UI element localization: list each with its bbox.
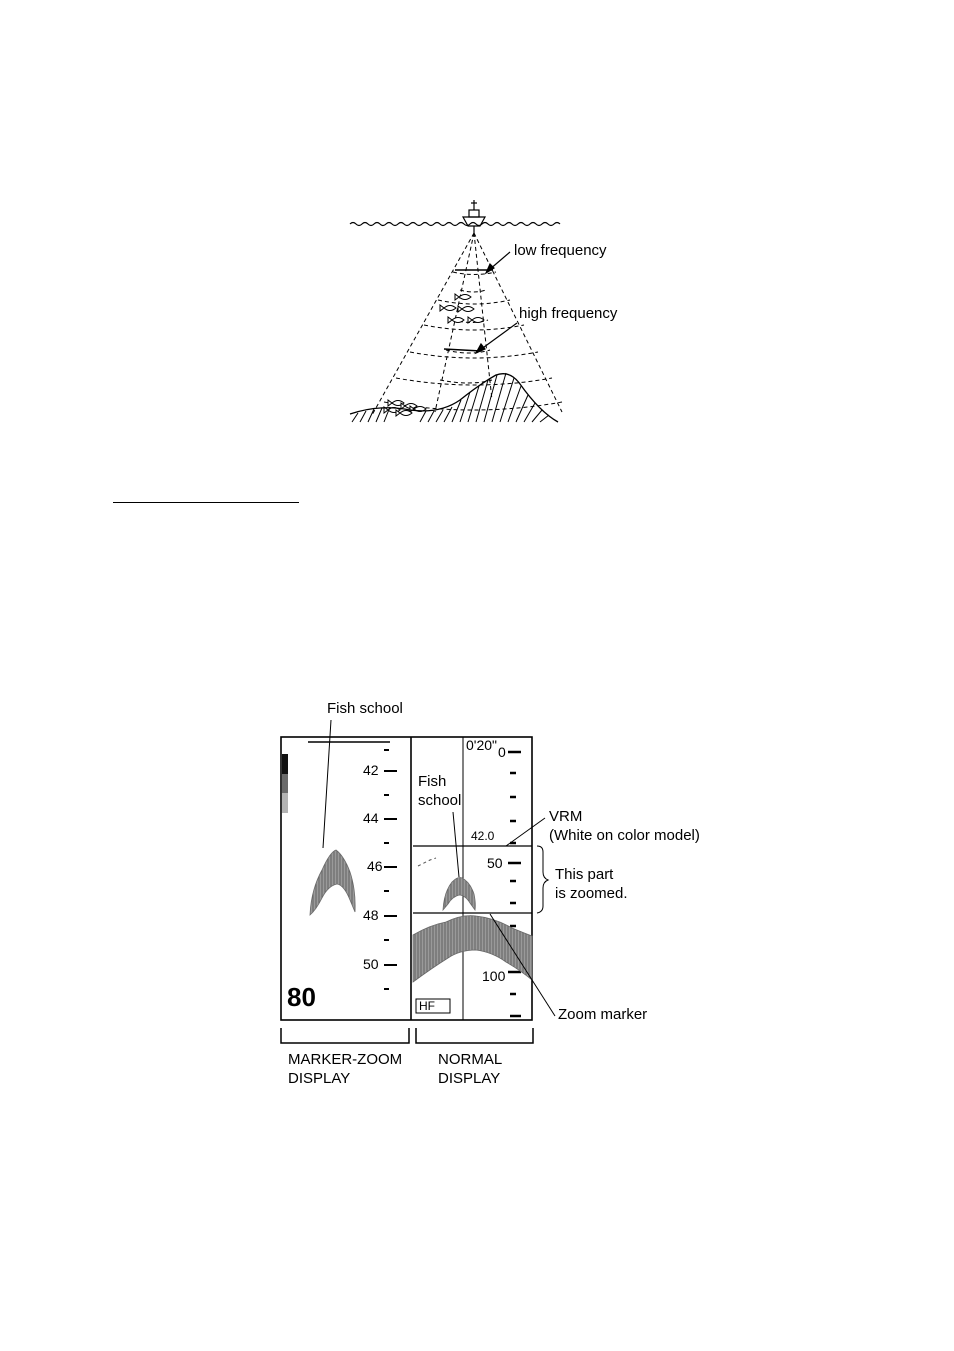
zoom-marker-pointer — [490, 914, 555, 1016]
normal-display-line2: DISPLAY — [438, 1070, 501, 1087]
zoom-scale-ticks — [384, 750, 397, 989]
zoomed-part-brace — [537, 846, 548, 913]
zoom-scale-50: 50 — [363, 956, 379, 972]
fish-school-inner-pointer — [453, 812, 459, 877]
normal-scale-0: 0 — [498, 744, 506, 760]
zoom-scale-42: 42 — [363, 762, 379, 778]
normal-display-bracket — [416, 1028, 533, 1043]
vrm-note: (White on color model) — [549, 827, 700, 844]
vrm-label: VRM — [549, 808, 583, 825]
range-value: 80 — [287, 982, 316, 1012]
zoomed-note-line1: This part — [555, 866, 614, 883]
normal-scale-ticks — [508, 752, 521, 1016]
zoom-scale-46: 46 — [367, 858, 383, 874]
zoom-scale-48: 48 — [363, 907, 379, 923]
color-bar — [282, 754, 288, 813]
echo-trace — [418, 858, 436, 866]
marker-zoom-line1: MARKER-ZOOM — [288, 1051, 403, 1068]
fish-school-echo-zoom — [310, 850, 355, 915]
hf-badge: HF — [419, 999, 435, 1013]
fish-school-label: Fish school — [327, 700, 403, 717]
normal-display-line1: NORMAL — [438, 1051, 503, 1068]
fish-school-echo-normal — [443, 878, 475, 911]
fish-school-inner-line2: school — [418, 792, 462, 809]
normal-scale-50: 50 — [487, 855, 503, 871]
zoom-marker-label: Zoom marker — [558, 1006, 648, 1023]
time-label: 0'20" — [466, 737, 498, 753]
fish-school-pointer — [323, 720, 331, 848]
vrm-value: 42.0 — [471, 829, 495, 843]
high-frequency-label: high frequency — [519, 305, 618, 322]
marker-zoom-bracket — [281, 1028, 409, 1043]
low-frequency-label: low frequency — [514, 242, 607, 259]
marker-zoom-line2: DISPLAY — [288, 1070, 351, 1087]
zoomed-note-line2: is zoomed. — [555, 885, 628, 902]
fish-school-inner-line1: Fish — [418, 773, 447, 790]
zoom-scale-44: 44 — [363, 810, 379, 826]
normal-scale-100: 100 — [482, 968, 506, 984]
